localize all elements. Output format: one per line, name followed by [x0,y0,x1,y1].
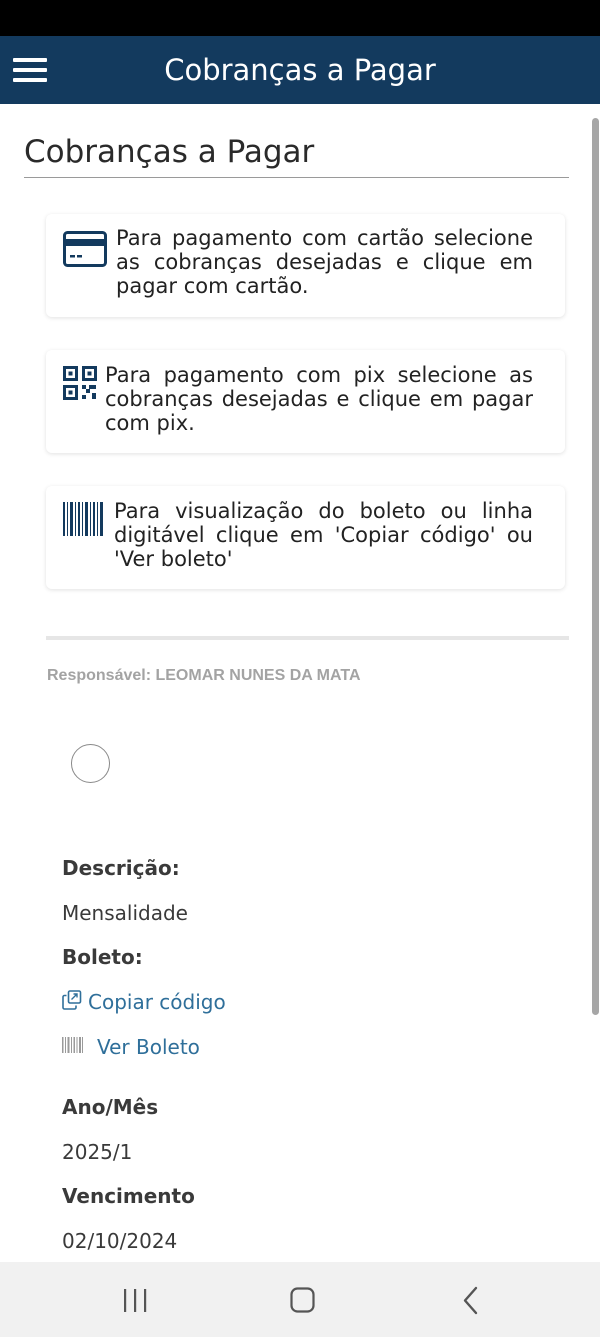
status-bar [0,0,600,36]
recent-apps-icon[interactable] [95,1262,175,1337]
title-divider [24,177,569,178]
description-value: Mensalidade [62,901,188,925]
card-payment-text: Para pagamento com cartão selecione as cobranças desejadas e clique em pagar com cartão. [116,226,533,298]
home-icon[interactable] [262,1262,342,1337]
section-divider [46,636,569,640]
pix-payment-text: Para pagamento com pix selecione as cobranças desejadas e clique em pagar com pix. [105,363,533,435]
view-boleto-label: Ver Boleto [97,1035,200,1059]
copy-code-link[interactable] [62,989,226,1015]
barcode-icon [63,502,105,541]
description-label: Descrição: [62,856,180,880]
copy-icon [62,990,82,1015]
boleto-label: Boleto: [62,945,143,969]
credit-card-icon [63,231,107,272]
charge-select-radio[interactable] [71,744,110,783]
year-month-label: Ano/Mês [62,1095,159,1119]
responsible-name: Responsável: LEOMAR NUNES DA MATA [47,667,361,684]
back-icon[interactable] [430,1262,510,1337]
android-nav-bar [0,1262,600,1337]
scrollbar[interactable] [592,118,599,1015]
barcode-small-icon [62,1037,83,1058]
qr-code-icon [63,366,97,405]
boleto-info [46,486,565,589]
due-date-value: 02/10/2024 [62,1229,178,1253]
view-boleto-link[interactable] [62,1034,200,1060]
copy-code-label: Copiar código [88,990,226,1014]
year-month-value: 2025/1 [62,1140,133,1164]
boleto-info-text: Para visualização do boleto ou linha digitável clique em 'Copiar código' ou 'Ver boleto' [114,499,533,571]
card-payment-info [46,214,565,317]
header-title: Cobranças a Pagar [164,53,436,87]
page-title: Cobranças a Pagar [24,134,315,170]
pix-payment-info [46,350,565,453]
main-content [0,104,600,1262]
app-header [0,36,600,104]
due-date-label: Vencimento [62,1184,195,1208]
